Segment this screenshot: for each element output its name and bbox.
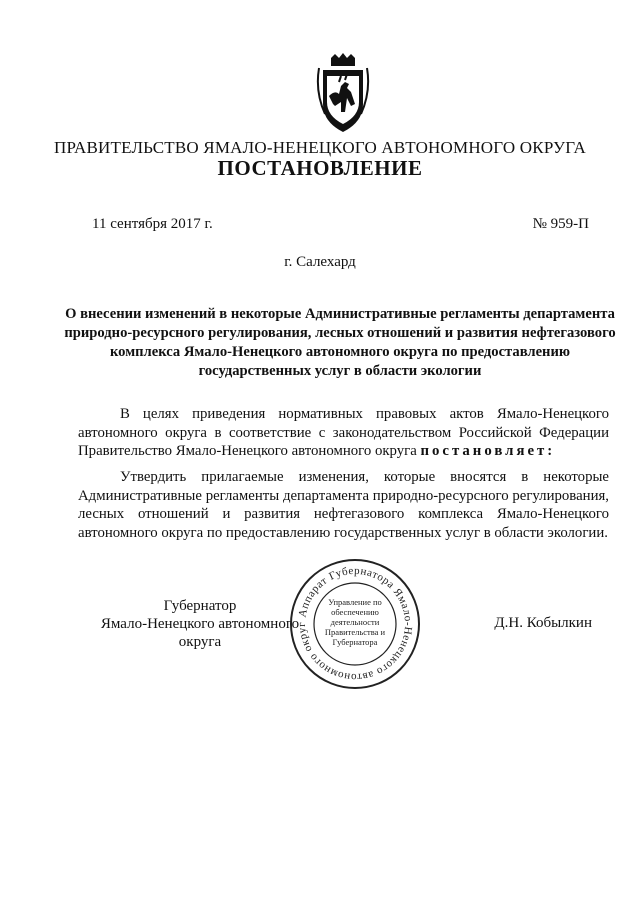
signatory-title: [80, 597, 320, 651]
stamp-ring-text: Аппарат Губернатора Ямало-Ненецкого автономного округ: [295, 564, 415, 684]
official-stamp: [288, 557, 422, 691]
stamp-center-text: Управление по обеспечению деятельности Правительства и Губернатора: [324, 597, 386, 647]
signatory-name: Д.Н. Кобылкин: [494, 615, 592, 631]
document-date: 11 сентября 2017 г.: [92, 216, 213, 232]
signatory-title-line1: Губернатор: [163, 598, 237, 614]
coat-of-arms-icon: [315, 52, 371, 136]
decree-keyword: постановляет:: [420, 443, 556, 459]
signatory-title-line2: Ямало-Ненецкого автономного округа: [100, 616, 300, 650]
document-title: О внесении изменений в некоторые Административные регламенты департамента природно-ресурсного регулирования, лесных отношений и развития нефтегазового комплекса Ямало-Ненецкого автономного округа по предоставлению государственных услуг в области экологии: [64, 306, 616, 379]
government-name: ПРАВИТЕЛЬСТВО ЯМАЛО-НЕНЕЦКОГО АВТОНОМНОГО ОКРУГА: [54, 138, 586, 157]
document-type: ПОСТАНОВЛЕНИЕ: [217, 156, 423, 180]
preamble-text: В целях приведения нормативных правовых актов Ямало-Ненецкого автономного округа в соответствие с законодательством Российской Федерации Правительство Ямало-Ненецкого автономного округа: [78, 406, 609, 459]
document-number: № 959-П: [532, 216, 589, 232]
preamble-paragraph: [78, 405, 609, 461]
resolution-paragraph: Утвердить прилагаемые изменения, которые вносятся в некоторые Административные регламенты департамента природно-ресурсного регулирования, лесных отношений и развития нефтегазового комплекса Ямало-Ненецкого автономного округа по предоставлению государственных услуг в области экологии.: [78, 469, 609, 541]
document-city: г. Салехард: [284, 254, 356, 270]
